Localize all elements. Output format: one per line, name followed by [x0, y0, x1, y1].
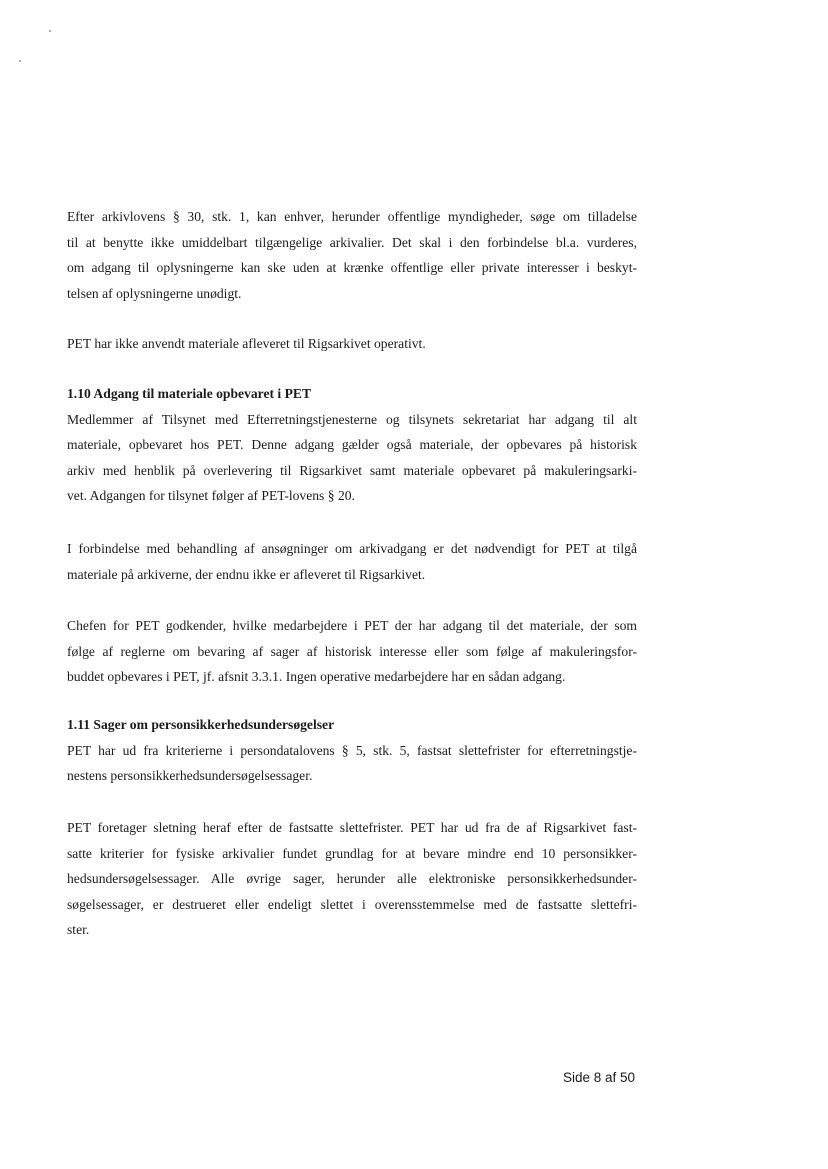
scan-speck	[19, 60, 21, 62]
paragraph-ansoegninger	[67, 536, 637, 587]
text-line: om adgang til oplysningerne kan ske uden at krænke offentlige eller private interesser i beskyt-	[67, 260, 637, 275]
section-1-10	[67, 381, 637, 509]
text-line: Efter arkivlovens § 30, stk. 1, kan enhver, herunder offentlige myndigheder, søge om tilladelse	[67, 209, 637, 224]
text-line: telsen af oplysningerne unødigt.	[67, 285, 242, 301]
text-line: følge af reglerne om bevaring af sager af historisk interesse eller som følge af makuleringsfor-	[67, 643, 637, 659]
scan-speck	[49, 30, 51, 32]
paragraph-chefen	[67, 613, 637, 690]
paragraph-sletning	[67, 815, 637, 943]
text-line: vet. Adgangen for tilsynet følger af PET-lovens § 20.	[67, 488, 355, 503]
text-line: buddet opbevares i PET, jf. afsnit 3.3.1. Ingen operative medarbejdere har en sådan adgang.	[67, 669, 566, 684]
text-line: Chefen for PET godkender, hvilke medarbejdere i PET der har adgang til det materiale, der som	[67, 618, 637, 633]
text-line: Medlemmer af Tilsynet med Efterretningstjenesterne og tilsynets sekretariat har adgang til alt	[67, 411, 637, 427]
paragraph-arkivlov	[67, 204, 637, 306]
page-number: Side 8 af 50	[563, 1070, 636, 1085]
section-1-11	[67, 712, 637, 789]
paragraph-operativt	[67, 331, 637, 357]
text-line: materiale, opbevaret hos PET. Denne adgang gælder også materiale, der opbevares på historisk	[67, 437, 637, 452]
text-line: ster.	[67, 922, 90, 937]
text-line: søgelsessager, er destrueret eller endeligt slettet i overensstemmelse med de fastsatte slettefri-	[67, 896, 637, 912]
text-line: nestens personsikkerhedsundersøgelsessager.	[67, 768, 313, 783]
text-line: arkiv med henblik på overlevering til Rigsarkivet samt materiale opbevaret på makuleringsarki-	[67, 462, 637, 478]
section-heading: 1.10 Adgang til materiale opbevaret i PET	[67, 386, 312, 401]
text-line: hedsundersøgelsessager. Alle øvrige sager, herunder alle elektroniske personsikkerhedsunder-	[67, 871, 637, 886]
text-line: PET har ud fra kriterierne i persondatalovens § 5, stk. 5, fastsat slettefrister for efterretningstje-	[67, 742, 637, 758]
text-line: satte kriterier for fysiske arkivalier fundet grundlag for at bevare mindre end 10 personsikker-	[67, 845, 637, 861]
text-line: PET har ikke anvendt materiale afleveret til Rigsarkivet operativt.	[67, 336, 426, 351]
text-line: PET foretager sletning heraf efter de fastsatte slettefrister. PET har ud fra de af Rigsarkivet fast-	[67, 820, 637, 835]
text-line: I forbindelse med behandling af ansøgninger om arkivadgang er det nødvendigt for PET at tilgå	[67, 541, 637, 556]
section-heading: 1.11 Sager om personsikkerhedsundersøgelser	[67, 717, 335, 732]
text-line: til at benytte ikke umiddelbart tilgængelige arkivalier. Det skal i den forbindelse bl.a. vurderes,	[67, 234, 637, 250]
text-line: materiale på arkiverne, der endnu ikke er afleveret til Rigsarkivet.	[67, 566, 426, 582]
